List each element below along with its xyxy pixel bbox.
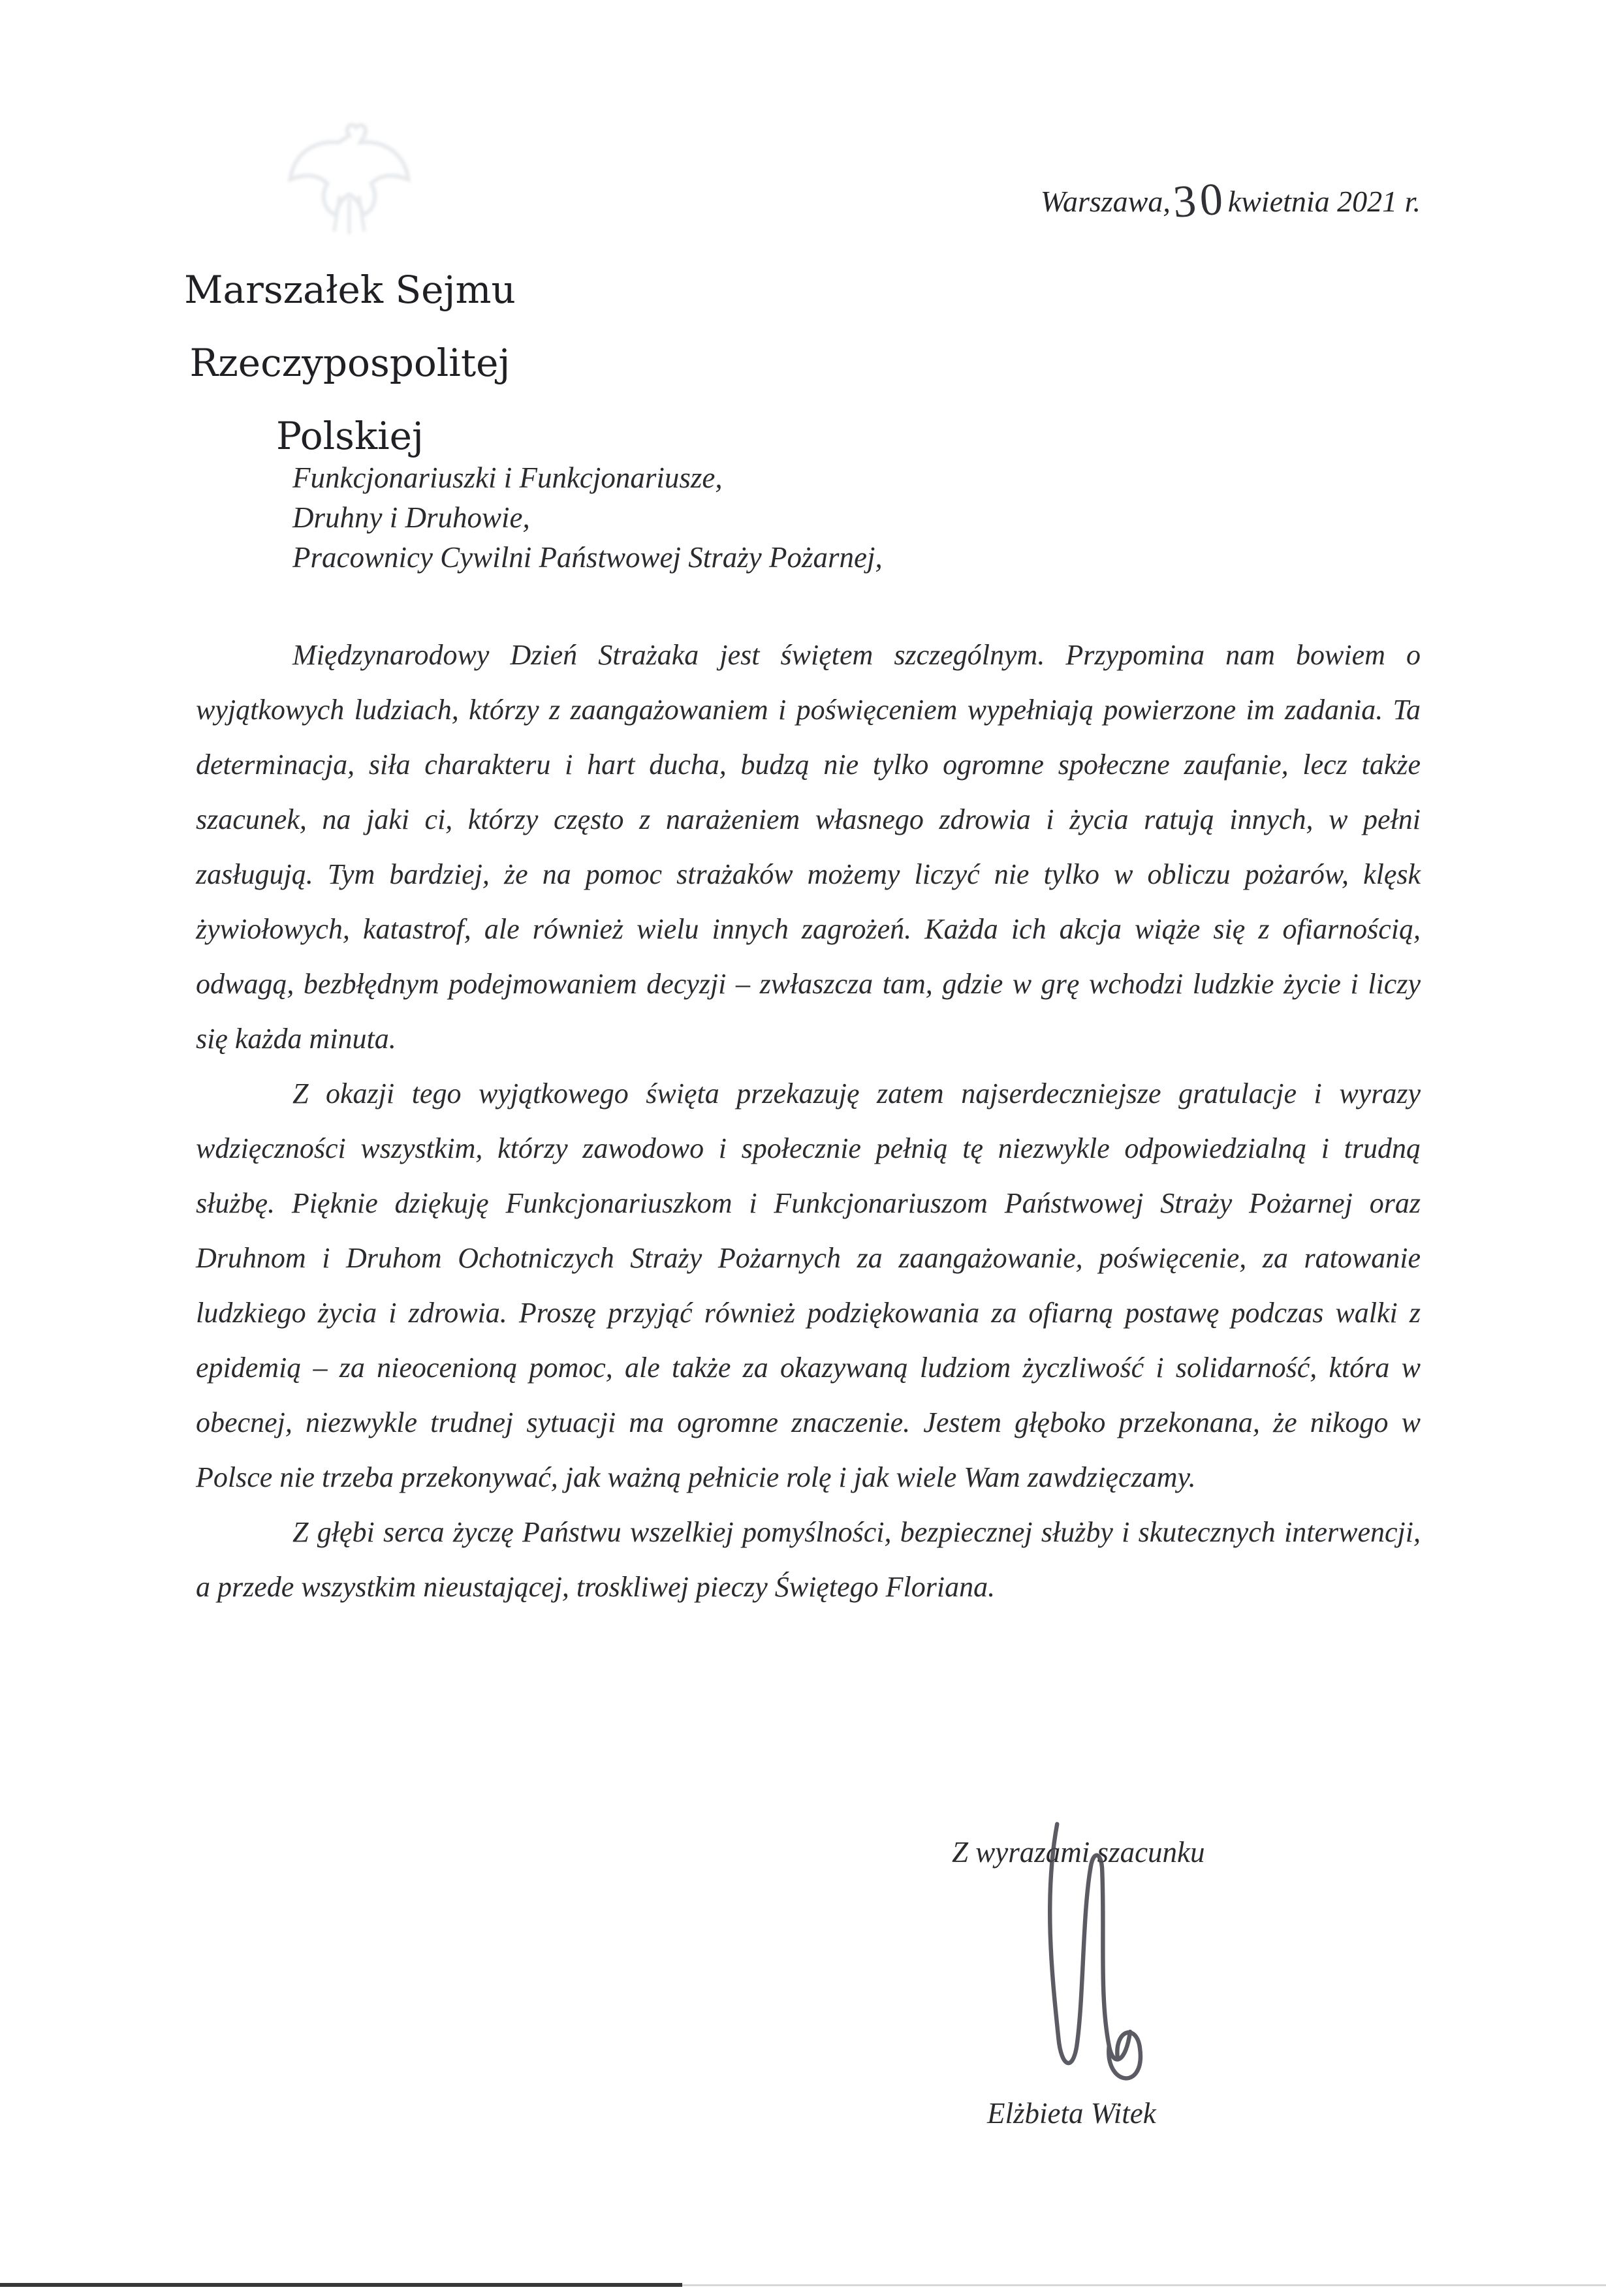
date-rest: kwietnia 2021 r.	[1227, 185, 1421, 218]
salutation-line-3: Pracownicy Cywilni Państwowej Straży Pożarnej,	[292, 541, 883, 574]
sender-title-line-1: Marszałek Sejmu	[184, 268, 516, 312]
handwritten-signature	[1011, 1816, 1174, 2096]
salutation-line-1: Funkcjonariuszki i Funkcjonariusze,	[292, 461, 723, 494]
scan-artifact-line-light	[682, 2284, 1606, 2286]
paragraph-3: Z głębi serca życzę Państwu wszelkiej pomyślności, bezpiecznej służby i skutecznych interwencji, a przede wszystkim nieustającej, troskliwej pieczy Świętego Floriana.	[196, 1516, 1421, 1603]
paragraph-1: Międzynarodowy Dzień Strażaka jest świętem szczególnym. Przypomina nam bowiem o wyjątkowych ludziach, którzy z zaangażowaniem i poświęceniem wypełniają powierzone im zadania. Ta determinacja, siła charakteru i hart ducha, budzą nie tylko ogromne społeczne zaufanie, lecz także szacunek, na jaki ci, którzy często z narażeniem własnego zdrowia i życia ratują innych, w pełni zasługują. Tym bardziej, że na pomoc strażaków możemy liczyć nie tylko w obliczu pożarów, klęsk żywiołowych, katastrof, ale również wielu innych zagrożeń. Każda ich akcja wiąże się z ofiarnością, odwagą, bezbłędnym podejmowaniem decyzji – zwłaszcza tam, gdzie w grę wchodzi ludzkie życie i liczy się każda minuta.	[196, 639, 1421, 1055]
valediction: Z wyrazami szacunku	[952, 1836, 1205, 1869]
date-city: Warszawa,	[1040, 185, 1171, 218]
salutation-line-2: Druhny i Druhowie,	[292, 501, 530, 534]
signatory-name: Elżbieta Witek	[987, 2097, 1156, 2130]
date-line	[1040, 174, 1421, 228]
polish-eagle-watermark-icon	[281, 111, 418, 248]
salutation-block	[292, 458, 883, 578]
paragraph-2: Z okazji tego wyjątkowego święta przekazuję zatem najserdeczniejsze gratulacje i wyrazy wdzięczności wszystkim, którzy zawodowo i społecznie pełnią tę niezwykle odpowiedzialną i trudną służbę. Pięknie dziękuję Funkcjonariuszkom i Funkcjonariuszom Państwowej Straży Pożarnej oraz Druhnom i Druhom Ochotniczych Straży Pożarnych za zaangażowanie, poświęcenie, za ratowanie ludzkiego życia i zdrowia. Proszę przyjąć również podziękowania za ofiarną postawę podczas walki z epidemią – za nieocenioną pomoc, ale także za okazywaną ludziom życzliwość i solidarność, która w obecnej, niezwykle trudnej sytuacji ma ogromne znaczenie. Jestem głęboko przekonana, że nikogo w Polsce nie trzeba przekonywać, jak ważną pełnicie rolę i jak wiele Wam zawdzięczamy.	[196, 1078, 1421, 1493]
scan-artifact-line	[0, 2283, 682, 2287]
letter-body	[196, 628, 1421, 1615]
sender-title-line-2: Rzeczypospolitej Polskiej	[189, 341, 511, 458]
sender-block	[136, 253, 564, 473]
date-day-handwritten: 30	[1171, 174, 1229, 228]
